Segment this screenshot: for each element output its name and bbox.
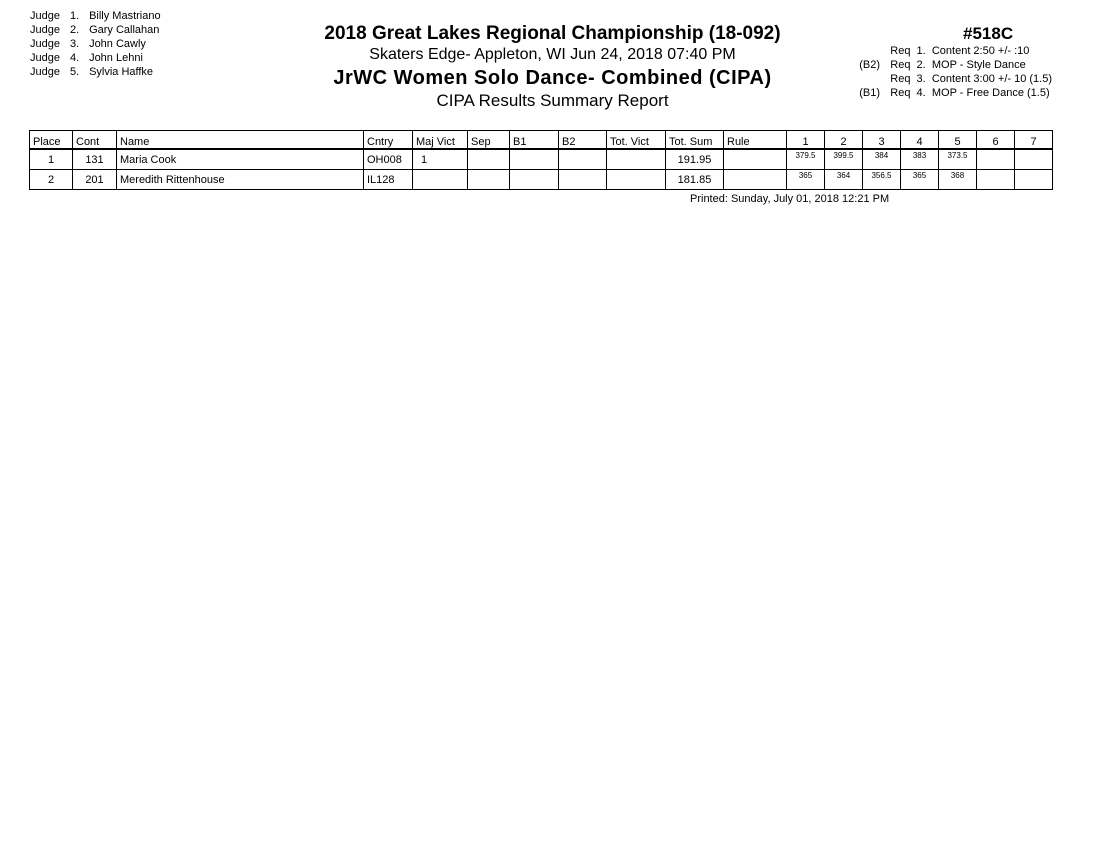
judges-panel <box>30 9 161 79</box>
judge-line <box>30 65 161 79</box>
cell-tot-vict <box>607 170 666 190</box>
cell-judge-6-score <box>977 149 1015 170</box>
cell-cntry: IL128 <box>364 170 413 190</box>
column-header-judge-4: 4 <box>901 131 939 150</box>
column-header-judge-5: 5 <box>939 131 977 150</box>
column-header-place: Place <box>30 131 73 150</box>
judge-name: Gary Callahan <box>89 24 160 36</box>
table-row <box>30 170 1053 190</box>
judge-number: 5. <box>70 66 80 78</box>
cell-judge-3-score: 384 <box>863 149 901 170</box>
cell-judge-7-score <box>1015 149 1053 170</box>
column-header-tot-sum: Tot. Sum <box>666 131 724 150</box>
cell-tot-sum: 181.85 <box>666 170 724 190</box>
column-header-cont: Cont <box>73 131 117 150</box>
cell-name: Maria Cook <box>117 149 364 170</box>
cell-judge-5-score: 368 <box>939 170 977 190</box>
cell-b2 <box>559 149 607 170</box>
cell-judge-1-score: 379.5 <box>787 149 825 170</box>
cell-name: Meredith Rittenhouse <box>117 170 364 190</box>
judge-line <box>30 9 161 23</box>
cell-tot-sum: 191.95 <box>666 149 724 170</box>
requirement-text: Req 1. Content 2:50 +/- :10 <box>890 45 1030 57</box>
judge-label: Judge <box>30 10 60 22</box>
cell-b1 <box>510 170 559 190</box>
judge-name: John Lehni <box>89 52 143 64</box>
cell-sep <box>468 170 510 190</box>
judge-label: Judge <box>30 38 60 50</box>
column-header-judge-2: 2 <box>825 131 863 150</box>
cell-place: 2 <box>30 170 73 190</box>
requirement-text: Req 2. MOP - Style Dance <box>890 59 1026 71</box>
column-header-b2: B2 <box>559 131 607 150</box>
judge-line <box>30 51 161 65</box>
cell-cont: 131 <box>73 149 117 170</box>
cell-judge-4-score: 365 <box>901 170 939 190</box>
table-row <box>30 149 1053 170</box>
cell-judge-1-score: 365 <box>787 170 825 190</box>
event-name: JrWC Women Solo Dance- Combined (CIPA) <box>333 67 772 89</box>
cell-rule <box>724 149 787 170</box>
judge-name: John Cawly <box>89 38 146 50</box>
column-header-judge-1: 1 <box>787 131 825 150</box>
judge-number: 3. <box>70 38 80 50</box>
requirement-line <box>859 58 1052 72</box>
judge-label: Judge <box>30 66 60 78</box>
judge-label: Judge <box>30 52 60 64</box>
cell-maj-vict <box>413 170 468 190</box>
report-header <box>300 22 805 111</box>
requirements-panel <box>859 44 1052 100</box>
printed-timestamp: Printed: Sunday, July 01, 2018 12:21 PM <box>690 193 890 205</box>
event-number: #518C <box>963 24 1014 43</box>
column-header-tot-vict: Tot. Vict <box>607 131 666 150</box>
cell-sep <box>468 149 510 170</box>
judge-name: Sylvia Haffke <box>89 66 154 78</box>
judge-number: 2. <box>70 24 80 36</box>
column-header-b1: B1 <box>510 131 559 150</box>
column-header-sep: Sep <box>468 131 510 150</box>
column-header-judge-3: 3 <box>863 131 901 150</box>
cell-cont: 201 <box>73 170 117 190</box>
cell-judge-4-score: 383 <box>901 149 939 170</box>
requirement-text: Req 4. MOP - Free Dance (1.5) <box>890 87 1050 99</box>
cell-maj-vict: 1 <box>413 149 468 170</box>
judge-line <box>30 37 161 51</box>
cell-tot-vict <box>607 149 666 170</box>
column-header-judge-6: 6 <box>977 131 1015 150</box>
venue-datetime: Skaters Edge- Appleton, WI Jun 24, 2018 07:40 PM <box>369 46 736 63</box>
requirement-prefix: (B2) <box>859 59 880 71</box>
column-header-rule: Rule <box>724 131 787 150</box>
cell-place: 1 <box>30 149 73 170</box>
cell-cntry: OH008 <box>364 149 413 170</box>
requirement-prefix: (B1) <box>859 87 880 99</box>
requirement-line <box>859 72 1052 86</box>
column-header-cntry: Cntry <box>364 131 413 150</box>
competition-title: 2018 Great Lakes Regional Championship (18-092) <box>324 23 781 44</box>
requirement-line <box>859 44 1052 58</box>
column-header-name: Name <box>117 131 364 150</box>
cell-b1 <box>510 149 559 170</box>
results-table <box>29 130 1053 190</box>
requirement-line <box>859 86 1052 100</box>
judge-name: Billy Mastriano <box>89 10 161 22</box>
cell-b2 <box>559 170 607 190</box>
column-header-maj-vict: Maj Vict <box>413 131 468 150</box>
cell-judge-6-score <box>977 170 1015 190</box>
judge-label: Judge <box>30 24 60 36</box>
judge-number: 4. <box>70 52 80 64</box>
table-header-row <box>30 131 1053 150</box>
cell-judge-2-score: 399.5 <box>825 149 863 170</box>
cell-rule <box>724 170 787 190</box>
report-title: CIPA Results Summary Report <box>436 91 669 110</box>
requirement-text: Req 3. Content 3:00 +/- 10 (1.5) <box>890 73 1052 85</box>
column-header-judge-7: 7 <box>1015 131 1053 150</box>
cell-judge-5-score: 373.5 <box>939 149 977 170</box>
cell-judge-2-score: 364 <box>825 170 863 190</box>
cell-judge-3-score: 356.5 <box>863 170 901 190</box>
cell-judge-7-score <box>1015 170 1053 190</box>
judge-line <box>30 23 161 37</box>
judge-number: 1. <box>70 10 80 22</box>
